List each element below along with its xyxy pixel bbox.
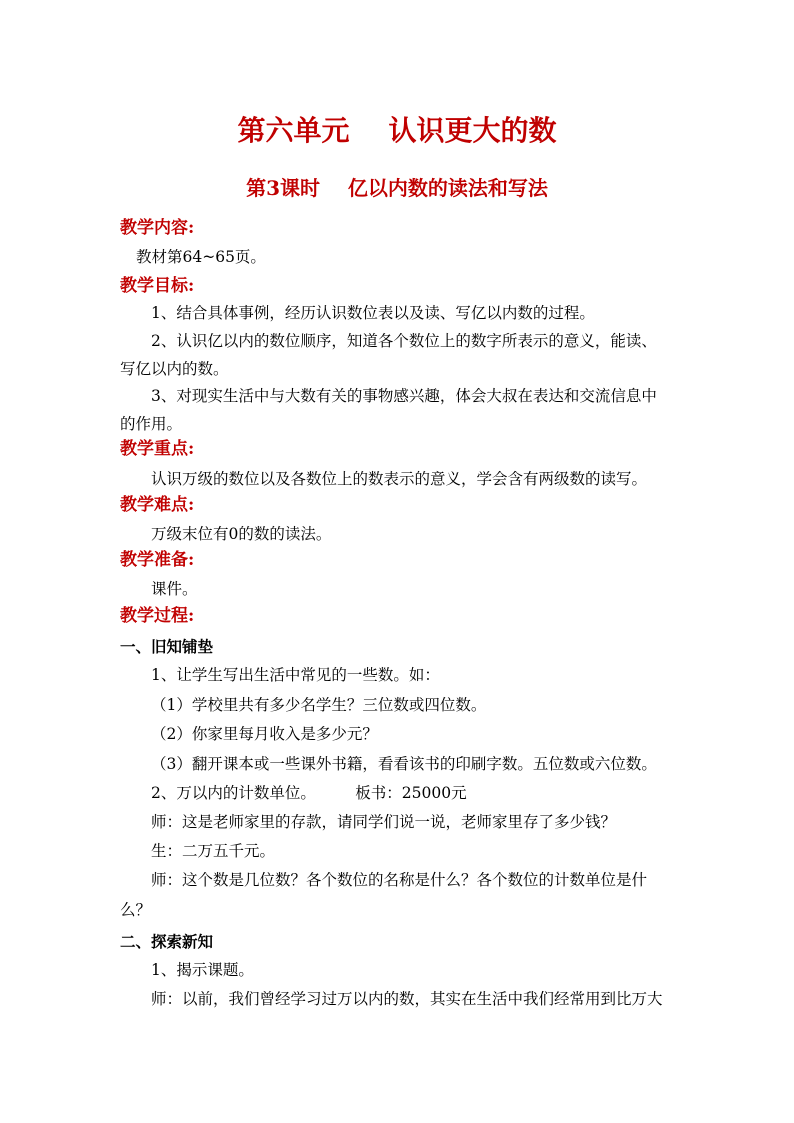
body-line: （2）你家里每月收入是多少元？ bbox=[151, 725, 378, 743]
body-line: 1、揭示课题。 bbox=[151, 961, 254, 979]
body-line: 师：这个数是几位数？各个数位的名称是什么？各个数位的计数单位是什 bbox=[151, 871, 648, 889]
subsection-heading: 二、探索新知 bbox=[120, 932, 214, 951]
body-line: 认识万级的数位以及各数位上的数表示的意义，学会含有两级数的读写。 bbox=[151, 470, 648, 488]
body-line: 生：二万五千元。 bbox=[151, 842, 276, 860]
lesson-title: 第3课时 亿以内数的读法和写法 bbox=[246, 176, 548, 200]
subsection-heading: 一、旧知铺垫 bbox=[120, 637, 214, 656]
body-line: 师：以前，我们曾经学习过万以内的数，其实在生活中我们经常用到比万大 bbox=[151, 990, 663, 1008]
body-line: 1、结合具体事例，经历认识数位表以及读、写亿以内数的过程。 bbox=[151, 304, 595, 322]
body-line: 写亿以内的数。 bbox=[120, 360, 229, 378]
body-line: 1、让学生写出生活中常见的一些数。如： bbox=[151, 666, 440, 684]
body-line: （3）翻开课本或一些课外书籍，看看该书的印刷字数。五位数或六位数。 bbox=[151, 755, 657, 773]
section-heading: 教学目标: bbox=[120, 276, 195, 296]
body-line: 2、万以内的计数单位。 板书：25000元 bbox=[151, 784, 467, 802]
section-heading: 教学难点: bbox=[120, 495, 195, 515]
body-line: 课件。 bbox=[151, 580, 198, 598]
section-heading: 教学准备: bbox=[120, 550, 195, 570]
body-line: 师：这是老师家里的存款，请同学们说一说，老师家里存了多少钱？ bbox=[151, 813, 617, 831]
section-heading: 教学重点: bbox=[120, 439, 195, 459]
body-line: 2、认识亿以内的数位顺序，知道各个数位上的数字所表示的意义，能读、 bbox=[151, 332, 657, 350]
body-line: （1）学校里共有多少名学生？三位数或四位数。 bbox=[151, 696, 487, 714]
body-line: 万级末位有0的数的读法。 bbox=[151, 525, 332, 543]
body-line: 3、对现实生活中与大数有关的事物感兴趣，体会大叔在表达和交流信息中 bbox=[151, 387, 657, 405]
unit-title: 第六单元 认识更大的数 bbox=[237, 114, 557, 147]
body-line: 教材第64~65页。 bbox=[136, 248, 266, 266]
section-heading: 教学过程: bbox=[120, 606, 195, 626]
section-heading: 教学内容: bbox=[120, 218, 195, 238]
body-line: 的作用。 bbox=[120, 415, 183, 433]
body-line: 么？ bbox=[120, 901, 152, 919]
